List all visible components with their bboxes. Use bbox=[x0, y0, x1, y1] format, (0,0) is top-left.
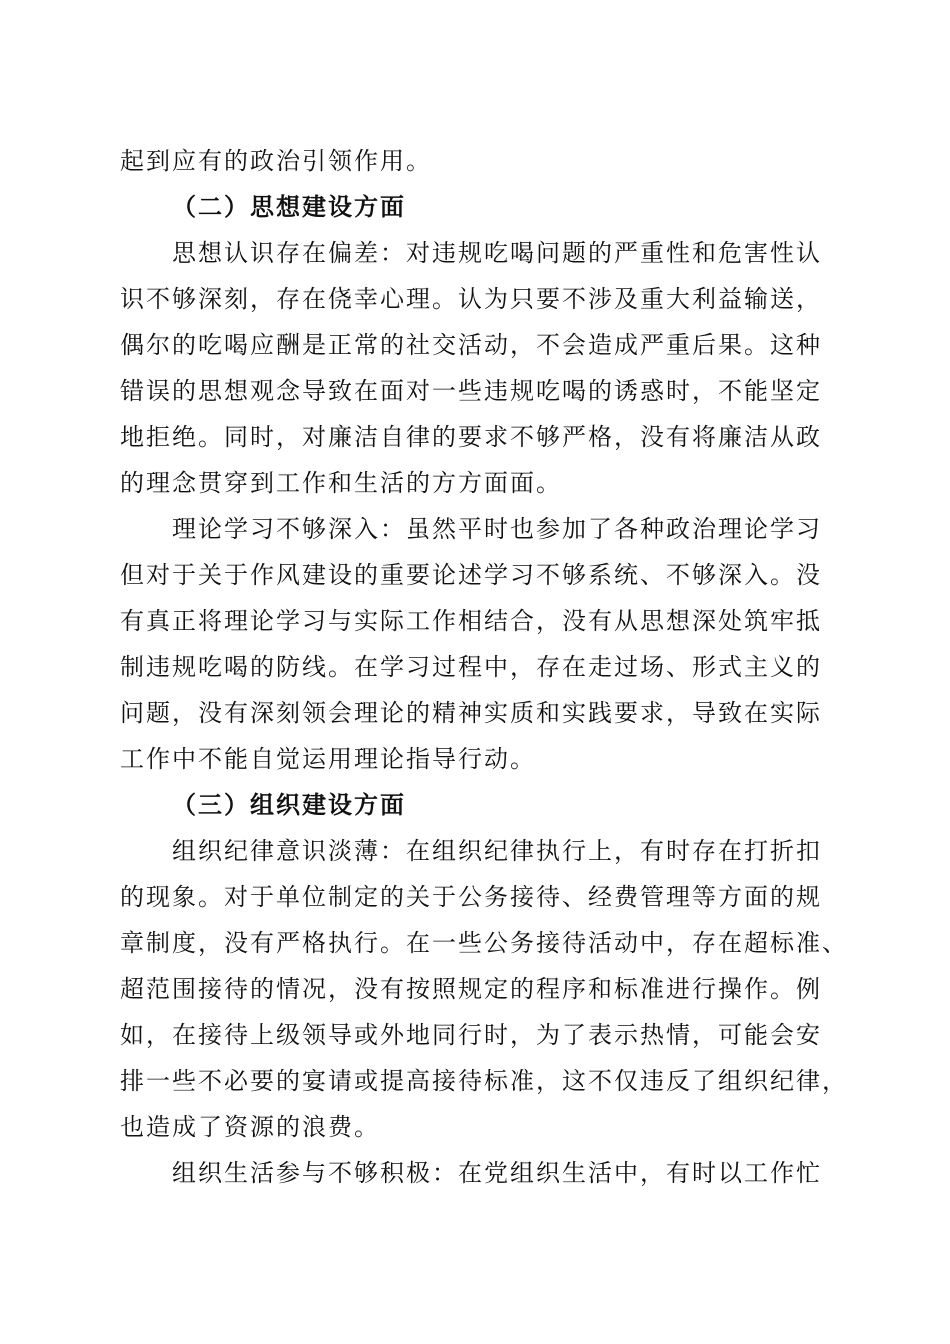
paragraph-line: 超范围接待的情况，没有按照规定的程序和标准进行操作。例 bbox=[120, 975, 822, 1003]
paragraph-line: 排一些不必要的宴请或提高接待标准，这不仅违反了组织纪律， bbox=[120, 1067, 848, 1095]
paragraph-line: 问题，没有深刻领会理论的精神实质和实践要求，导致在实际 bbox=[120, 699, 822, 727]
section-heading-ideology: （二）思想建设方面 bbox=[172, 192, 406, 221]
paragraph-line: 理论学习不够深入：虽然平时也参加了各种政治理论学习 bbox=[172, 515, 822, 543]
paragraph-line: 识不够深刻，存在侥幸心理。认为只要不涉及重大利益输送， bbox=[120, 285, 822, 313]
paragraph-line: 工作中不能自觉运用理论指导行动。 bbox=[120, 745, 536, 773]
paragraph-line: 也造成了资源的浪费。 bbox=[120, 1113, 380, 1141]
paragraph-line: 思想认识存在偏差：对违规吃喝问题的严重性和危害性认 bbox=[172, 239, 822, 267]
paragraph-line: 偶尔的吃喝应酬是正常的社交活动，不会造成严重后果。这种 bbox=[120, 331, 822, 359]
paragraph-line: 章制度，没有严格执行。在一些公务接待活动中，存在超标准、 bbox=[120, 929, 848, 957]
section-heading-organization: （三）组织建设方面 bbox=[172, 790, 406, 819]
paragraph-line: 组织生活参与不够积极：在党组织生活中，有时以工作忙 bbox=[172, 1159, 822, 1187]
document-page bbox=[120, 138, 848, 1196]
paragraph-line: 有真正将理论学习与实际工作相结合，没有从思想深处筑牢抵 bbox=[120, 607, 822, 635]
paragraph-line: 如，在接待上级领导或外地同行时，为了表示热情，可能会安 bbox=[120, 1021, 822, 1049]
paragraph-line: 的理念贯穿到工作和生活的方方面面。 bbox=[120, 469, 562, 497]
paragraph-line: 地拒绝。同时，对廉洁自律的要求不够严格，没有将廉洁从政 bbox=[120, 423, 822, 451]
paragraph-line: 起到应有的政治引领作用。 bbox=[120, 147, 432, 175]
paragraph-line: 制违规吃喝的防线。在学习过程中，存在走过场、形式主义的 bbox=[120, 653, 822, 681]
paragraph-line: 的现象。对于单位制定的关于公务接待、经费管理等方面的规 bbox=[120, 883, 822, 911]
paragraph-line: 组织纪律意识淡薄：在组织纪律执行上，有时存在打折扣 bbox=[172, 837, 822, 865]
paragraph-line: 但对于关于作风建设的重要论述学习不够系统、不够深入。没 bbox=[120, 561, 822, 589]
paragraph-line: 错误的思想观念导致在面对一些违规吃喝的诱惑时，不能坚定 bbox=[120, 377, 822, 405]
